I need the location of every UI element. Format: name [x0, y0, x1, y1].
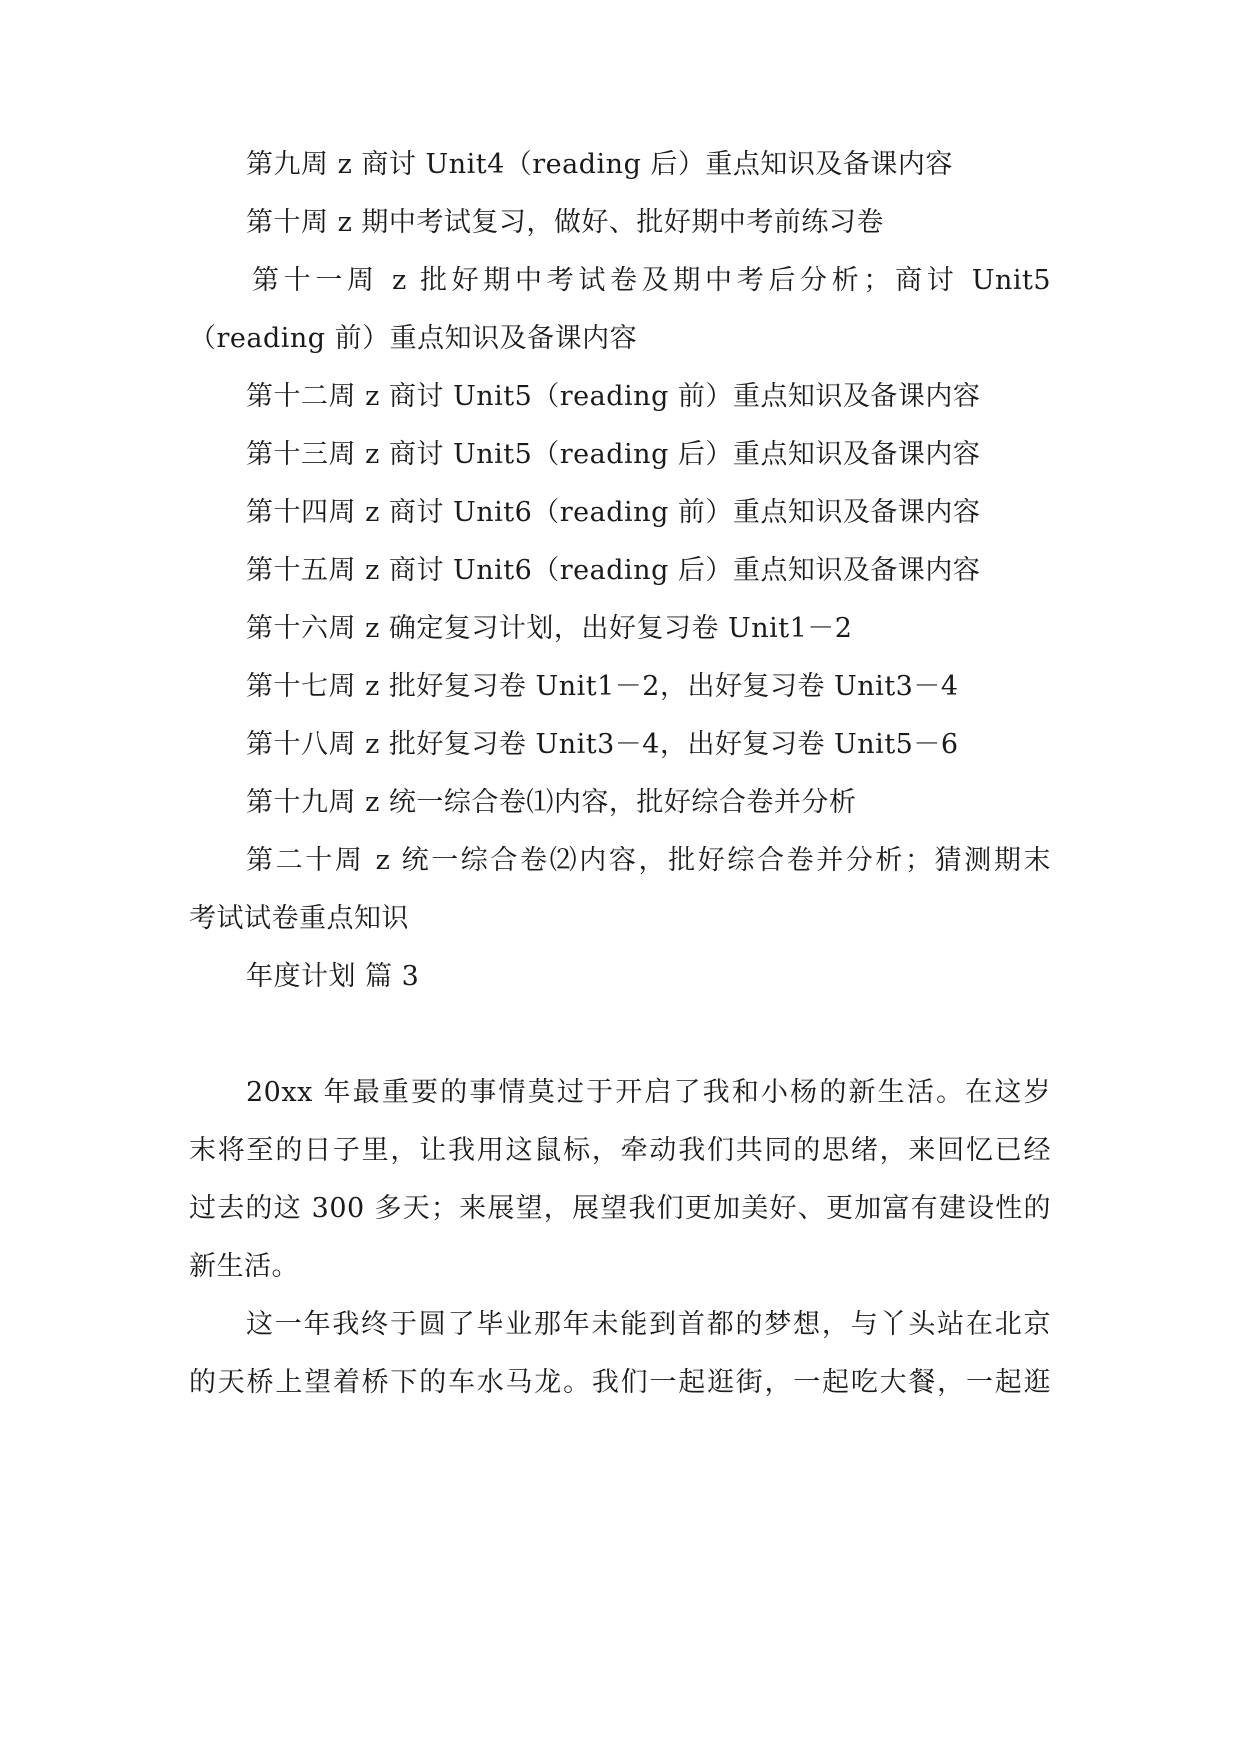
section-heading: 年度计划 篇 3 [246, 961, 420, 992]
schedule-week-15: 第十五周 z 商讨 Unit6（reading 后）重点知识及备课内容 [246, 555, 981, 586]
schedule-week-20-continued: 考试试卷重点知识 [189, 903, 409, 934]
schedule-week-9: 第九周 z 商讨 Unit4（reading 后）重点知识及备课内容 [246, 149, 953, 180]
schedule-week-19: 第十九周 z 统一综合卷⑴内容，批好综合卷并分析 [246, 787, 857, 818]
paragraph-1-line-4: 新生活。 [189, 1251, 299, 1282]
paragraph-2-line-2: 的天桥上望着桥下的车水马龙。我们一起逛街，一起吃大餐，一起逛 [189, 1367, 1051, 1398]
schedule-week-16: 第十六周 z 确定复习计划，出好复习卷 Unit1－2 [246, 613, 853, 644]
paragraph-1-line-1: 20xx 年最重要的事情莫过于开启了我和小杨的新生活。在这岁 [246, 1077, 1051, 1108]
schedule-week-18: 第十八周 z 批好复习卷 Unit3－4，出好复习卷 Unit5－6 [246, 729, 959, 760]
paragraph-1-line-2: 末将至的日子里，让我用这鼠标，牵动我们共同的思绪，来回忆已经 [189, 1135, 1051, 1166]
paragraph-2-line-1: 这一年我终于圆了毕业那年未能到首都的梦想，与丫头站在北京 [246, 1309, 1051, 1340]
schedule-week-13: 第十三周 z 商讨 Unit5（reading 后）重点知识及备课内容 [246, 439, 981, 470]
schedule-week-14: 第十四周 z 商讨 Unit6（reading 前）重点知识及备课内容 [246, 497, 981, 528]
paragraph-1-line-3: 过去的这 300 多天；来展望，展望我们更加美好、更加富有建设性的 [189, 1193, 1051, 1224]
schedule-week-10: 第十周 z 期中考试复习，做好、批好期中考前练习卷 [246, 207, 884, 238]
schedule-week-11: 第十一周 z 批好期中考试卷及期中考后分析；商讨 Unit5 [252, 265, 1051, 296]
schedule-week-17: 第十七周 z 批好复习卷 Unit1－2，出好复习卷 Unit3－4 [246, 671, 959, 702]
schedule-week-11-continued: （reading 前）重点知识及备课内容 [189, 323, 638, 354]
schedule-week-20: 第二十周 z 统一综合卷⑵内容，批好综合卷并分析；猜测期末 [246, 845, 1051, 876]
schedule-week-12: 第十二周 z 商讨 Unit5（reading 前）重点知识及备课内容 [246, 381, 981, 412]
